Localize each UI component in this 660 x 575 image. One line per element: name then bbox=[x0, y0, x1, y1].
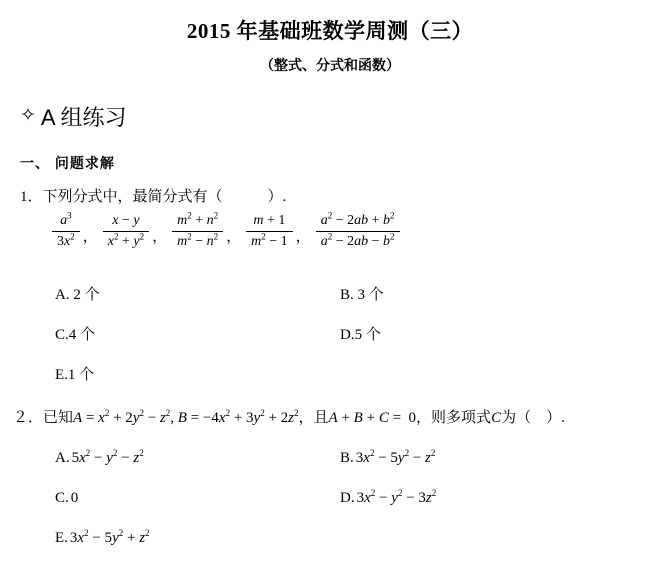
question-1-options bbox=[55, 283, 615, 403]
option-e bbox=[55, 530, 340, 570]
option-b: B. 3 个 bbox=[340, 287, 384, 303]
option-a: A. 2 个 bbox=[55, 287, 100, 303]
fraction bbox=[316, 210, 400, 250]
fraction-denominator: $m^2 - 1$ bbox=[251, 231, 288, 249]
fraction-denominator: $3x^2$ bbox=[57, 231, 75, 249]
question-2-mid-1: ，且 bbox=[298, 410, 329, 426]
option-c bbox=[55, 490, 340, 530]
question-2-mid-2: ，则多项式 bbox=[416, 410, 492, 426]
question-2-tail: 为（ ）. bbox=[501, 410, 565, 426]
option-label: C. bbox=[55, 490, 69, 506]
option-d bbox=[340, 490, 615, 530]
doc-title: 2015 年基础班数学周测（三） bbox=[186, 19, 474, 43]
fraction-numerator: $a^2 - 2ab + b^2$ bbox=[316, 213, 400, 232]
question-1-number: 1． bbox=[20, 189, 43, 205]
fraction bbox=[52, 210, 80, 250]
question-1-text: 下列分式中，最简分式有（ ）. bbox=[42, 189, 287, 205]
option-a bbox=[55, 450, 340, 490]
fraction-separator: ， bbox=[82, 229, 98, 245]
question-2-stem bbox=[13, 406, 565, 427]
option-c: C.4 个 bbox=[55, 327, 96, 343]
four-pointed-star-icon: ✧ bbox=[20, 105, 36, 126]
question-2-number: ２． bbox=[13, 410, 44, 426]
fraction-numerator: $a^3$ bbox=[52, 213, 80, 232]
fraction bbox=[103, 213, 149, 250]
option-d: D.5 个 bbox=[340, 327, 381, 343]
option-math: $5x^2 - y^2 - z^2$ bbox=[71, 448, 144, 466]
question-2-equation-1: $A = x^2 + 2y^2 - z^2$, $B = -4x^2 + 3y^2 + 2z^2$ bbox=[73, 408, 299, 426]
question-1-fractions bbox=[52, 210, 400, 250]
section-a-heading-label: A 组练习 bbox=[40, 105, 127, 130]
option-math: $3x^2 - y^2 - 3z^2$ bbox=[356, 488, 437, 506]
fraction-numerator: x − y bbox=[103, 213, 149, 232]
question-1-stem bbox=[20, 185, 286, 206]
fraction-denominator: $m^2 - n^2$ bbox=[177, 231, 219, 249]
option-label: A. bbox=[55, 450, 70, 466]
part-one-heading: 一、 问题求解 bbox=[20, 155, 115, 171]
fraction-numerator: m + 1 bbox=[246, 213, 293, 232]
option-label: B. bbox=[340, 450, 354, 466]
fraction-separator: ， bbox=[152, 229, 168, 245]
question-2-equation-2: A + B + C = 0 bbox=[328, 410, 417, 426]
question-2-variable-c: C bbox=[491, 410, 502, 426]
question-2-intro: 已知 bbox=[43, 410, 74, 426]
fraction-numerator: $m^2 + n^2$ bbox=[172, 213, 223, 232]
option-label: D. bbox=[340, 490, 355, 506]
fraction-separator: ， bbox=[295, 229, 311, 245]
option-b bbox=[340, 450, 615, 490]
fraction-denominator: $a^2 - 2ab - b^2$ bbox=[320, 231, 395, 249]
section-a-heading bbox=[20, 101, 127, 132]
option-label: E. bbox=[55, 530, 68, 546]
fraction-denominator: $x^2 + y^2$ bbox=[107, 231, 145, 249]
question-2-options bbox=[55, 450, 615, 570]
option-math: $3x^2 - 5y^2 + z^2$ bbox=[69, 528, 150, 546]
option-e: E.1 个 bbox=[55, 367, 95, 383]
fraction bbox=[246, 213, 293, 250]
option-math: $3x^2 - 5y^2 - z^2$ bbox=[355, 448, 436, 466]
fraction-separator: ， bbox=[226, 229, 242, 245]
fraction bbox=[172, 210, 223, 250]
option-math: 0 bbox=[70, 490, 79, 506]
doc-subtitle: （整式、分式和函数） bbox=[260, 59, 400, 74]
